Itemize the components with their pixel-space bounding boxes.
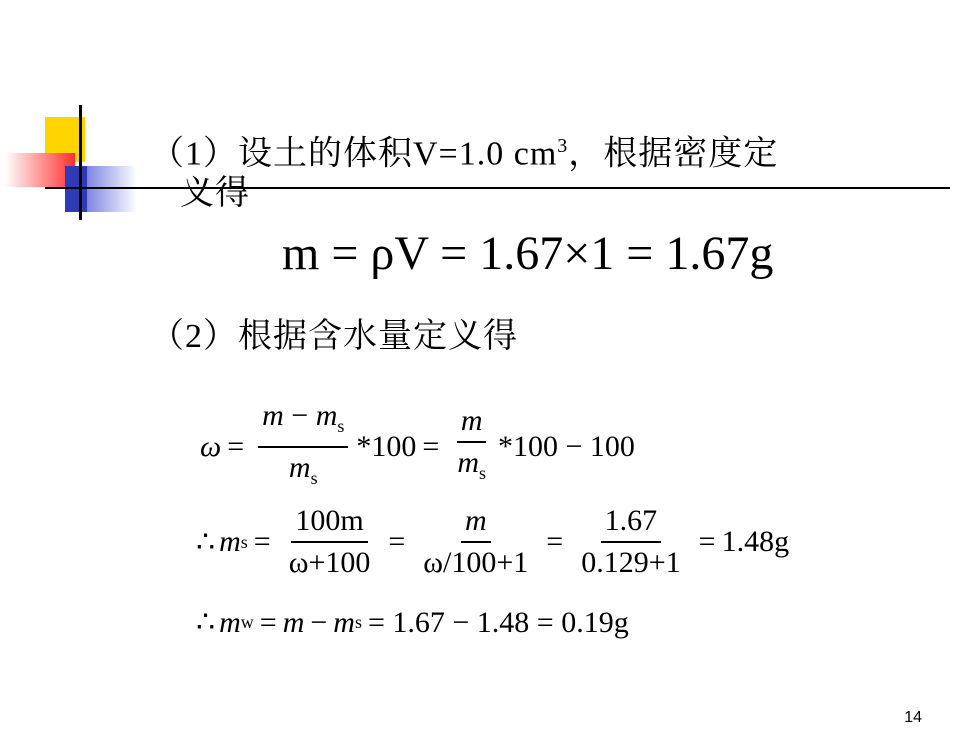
numerator-100m: 100m [291,503,367,543]
s-sub: s [310,468,318,488]
denominator-omega-plus-100: ω+100 [288,546,371,579]
fraction-4 [419,503,532,581]
denominator-omega-div: ω/100+1 [423,546,529,579]
ms-var: m [457,446,479,479]
cube-superscript: 3 [557,135,569,157]
ms-var: m [333,605,355,639]
para1-tail: ，根据密度定 [568,135,779,173]
mass-equation: m = ρV = 1.67×1 = 1.67g [282,227,774,280]
page-number: 14 [904,709,922,726]
para1-line2: 义得 [180,175,250,213]
numerator-167: 1.67 [601,503,662,543]
paragraph-1 [150,126,950,214]
water-mass-equation: ∴ m w = m − m s = 1.67 − 1.48 = 0.19g [196,605,629,639]
ms-var: m [219,525,241,558]
para1-line1: （1）设土的体积V=1.0 cm [150,135,558,173]
m-var: m [262,399,284,432]
times-100: *100 [356,430,417,463]
fraction-2 [453,403,490,491]
denominator-0129: 0.129+1 [581,546,681,579]
fraction-5 [577,503,684,581]
therefore-symbol: ∴ [196,606,216,639]
w-sub: w [240,612,254,632]
s-sub: s [354,612,362,632]
ms-var: m [288,451,311,484]
s-sub: s [337,416,345,436]
dry-mass-equation: ∴ m s = $\frac{100m}{\omega+100}$ = $\frac{m}{\omega/100+1}$ = $\frac{1.67}{0.129+1}$ = 1.48g [196,504,790,579]
fraction-1: $\frac{m - m_s}{m_s}$ [258,398,348,496]
m-var: m [282,605,305,639]
fraction-3 [285,503,375,581]
line3-result: = 1.67 − 1.48 = 0.19g [367,605,629,639]
vertical-line [79,105,82,220]
paragraph-2: （2）根据含水量定义得 [150,318,518,355]
ms-var: m [315,399,338,432]
s-sub: s [478,463,486,483]
result-148: 1.48g [721,525,790,558]
therefore-symbol: ∴ [196,525,216,559]
blue-gradient-bar [87,166,137,212]
times-100-minus-100: *100 − 100 [498,430,635,463]
blue-square [65,166,87,212]
m-var: m [464,504,487,537]
m-var: m [460,404,483,437]
omega-symbol: ω [200,430,222,463]
mw-var: m [219,605,241,639]
s-sub: s [240,531,248,552]
corner-decoration [0,100,140,220]
water-content-equation: ω = $\frac{m - m_s}{m_s}$ *100 = $\frac{m}{m_s}$ *100 − 100 [200,398,635,496]
